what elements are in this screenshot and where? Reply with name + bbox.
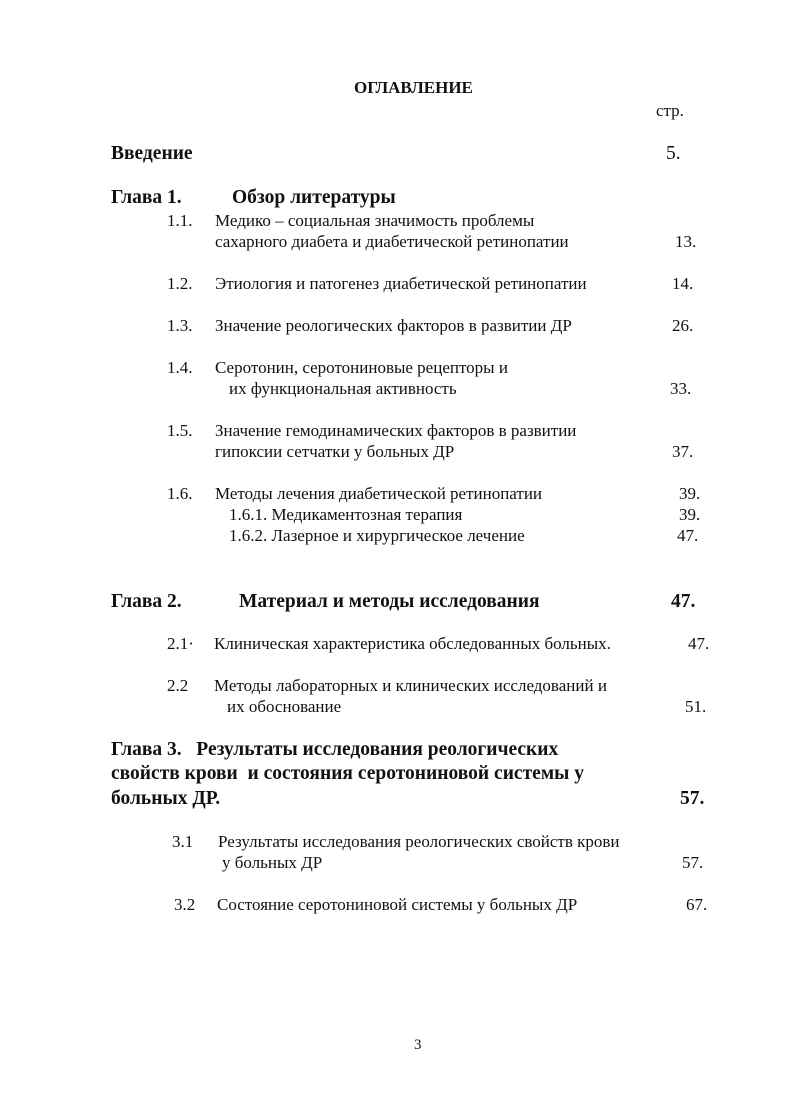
- section-3-2-page: 67.: [686, 895, 708, 914]
- section-1-6-1-title: 1.6.1. Медикаментозная терапия: [229, 505, 463, 524]
- intro-page: 5.: [666, 143, 681, 164]
- section-1-6-title: Методы лечения диабетической ретинопатии: [215, 484, 543, 503]
- section-1-6-2-title: 1.6.2. Лазерное и хирургическое лечение: [229, 526, 525, 545]
- section-1-5-line1: Значение гемодинамических факторов в развитии: [215, 421, 577, 440]
- section-1-4-line1: Серотонин, серотониновые рецепторы и: [215, 358, 508, 377]
- section-1-3-page: 26.: [672, 316, 694, 335]
- chapter-3-heading-line1: Глава 3. Результаты исследования реологических: [111, 739, 559, 760]
- section-2-2-line2: их обоснование: [227, 697, 342, 716]
- chapter-1-title: Обзор литературы: [232, 187, 396, 208]
- section-2-1-title: Клиническая характеристика обследованных больных.: [214, 634, 611, 653]
- section-2-2-page: 51.: [685, 697, 707, 716]
- section-1-6-number: 1.6.: [167, 484, 193, 503]
- section-1-2-page: 14.: [672, 274, 694, 293]
- section-3-1-page: 57.: [682, 853, 704, 872]
- section-1-1-number: 1.1.: [167, 211, 193, 230]
- section-1-6-1-page: 39.: [679, 505, 701, 524]
- section-1-6-2-page: 47.: [677, 526, 699, 545]
- chapter-1-number: Глава 1.: [111, 187, 182, 208]
- chapter-3-heading-line2: свойств крови и состояния серотониновой системы у: [111, 763, 584, 784]
- chapter-3-page: 57.: [680, 788, 705, 809]
- section-1-2-number: 1.2.: [167, 274, 193, 293]
- chapter-2-number: Глава 2.: [111, 591, 182, 612]
- section-1-1-line2: сахарного диабета и диабетической ретинопатии: [215, 232, 569, 251]
- chapter-3-heading-line3: больных ДР.: [111, 788, 221, 809]
- section-1-5-page: 37.: [672, 442, 694, 461]
- section-2-1-page: 47.: [688, 634, 710, 653]
- section-2-2-line1: Методы лабораторных и клинических исследований и: [214, 676, 607, 695]
- chapter-2-title: Материал и методы исследования: [239, 591, 540, 612]
- section-1-1-page: 13.: [675, 232, 697, 251]
- section-1-4-line2: их функциональная активность: [229, 379, 457, 398]
- section-1-1-line1: Медико – социальная значимость проблемы: [215, 211, 535, 230]
- page-column-label: стр.: [656, 101, 684, 120]
- section-3-2-title: Состояние серотониновой системы у больных ДР: [217, 895, 578, 914]
- section-1-5-number: 1.5.: [167, 421, 193, 440]
- toc-title: ОГЛАВЛЕНИЕ: [354, 78, 473, 97]
- section-1-4-number: 1.4.: [167, 358, 193, 377]
- section-3-2-number: 3.2: [174, 895, 196, 914]
- section-1-6-page: 39.: [679, 484, 701, 503]
- section-1-3-title: Значение реологических факторов в развитии ДР: [215, 316, 572, 335]
- intro-label: Введение: [111, 143, 193, 164]
- page-number: 3: [414, 1037, 422, 1053]
- section-1-3-number: 1.3.: [167, 316, 193, 335]
- section-1-4-page: 33.: [670, 379, 692, 398]
- section-3-1-line2: у больных ДР: [222, 853, 323, 872]
- section-3-1-number: 3.1: [172, 832, 194, 851]
- section-1-5-line2: гипоксии сетчатки у больных ДР: [215, 442, 455, 461]
- section-1-2-title: Этиология и патогенез диабетической ретинопатии: [215, 274, 587, 293]
- section-2-2-number: 2.2: [167, 676, 189, 695]
- section-3-1-line1: Результаты исследования реологических свойств крови: [218, 832, 620, 851]
- chapter-2-page: 47.: [671, 591, 696, 612]
- section-2-1-number: 2.1·: [167, 634, 194, 653]
